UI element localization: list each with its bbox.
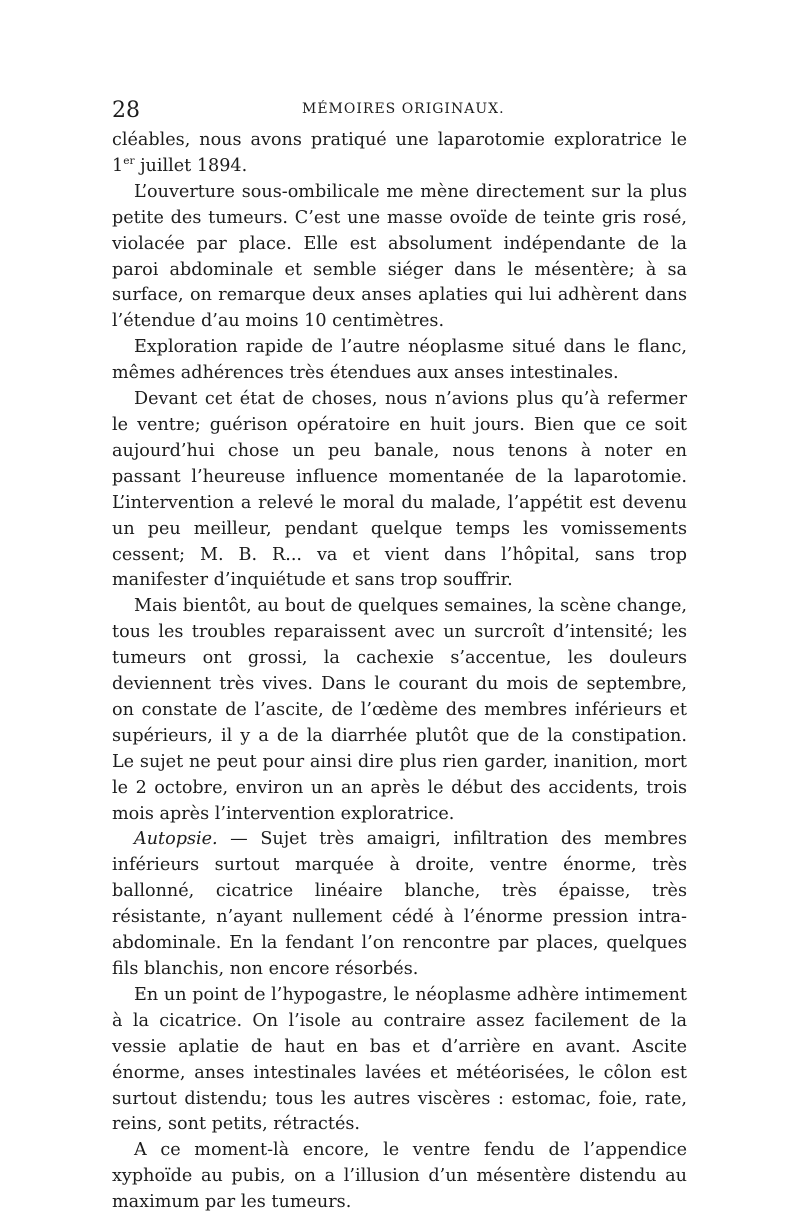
paragraph-4: Devant cet état de choses, nous n’avions plus qu’à refermer le ventre; guérison opératoire en huit jours. Bien que ce soit aujourd’hui chose un peu banale, nous tenons à noter en passant l’heureuse influence momentanée de la laparotomie. L’intervention a relevé le moral du malade, l’appétit est devenu un peu meilleur, pendant quelque temps les vomissements cessent; M. B. R... va et vient dans l’hôpital, sans trop manifester d’inquiétude et sans trop souffrir.: [112, 389, 687, 591]
paragraph-2: L’ouverture sous-ombilicale me mène directement sur la plus petite des tumeurs. C’est une masse ovoïde de teinte gris rosé, violacée par place. Elle est absolument indépendante de la paroi abdominale et semble siéger dans le mésentère; à sa surface, on remarque deux anses aplaties qui lui adhèrent dans l’étendue d’au moins 10 centimètres.: [112, 181, 687, 332]
paragraph-1: [112, 128, 687, 180]
page-number: 28: [112, 98, 140, 123]
autopsy-heading: Autopsie.: [134, 829, 218, 850]
paragraph-1-date: juillet 1894.: [134, 155, 248, 176]
page-header: [112, 98, 687, 122]
paragraph-6-text: — Sujet très amaigri, infiltration des membres inférieurs surtout marquée à droite, ventre énorme, très ballonné, cicatrice linéaire blanche, très épaisse, très résistante, n’ayant nullement cédé à l’énorme pression intra-abdominale. En la fendant l’on rencontre par places, quelques fils blanchis, non encore résorbés.: [112, 829, 687, 979]
body-text: [112, 128, 687, 1216]
paragraph-5: Mais bientôt, au bout de quelques semaines, la scène change, tous les troubles reparaissent avec un surcroît d’intensité; les tumeurs ont grossi, la cachexie s’accentue, les douleurs deviennent très vives. Dans le courant du mois de septembre, on constate de l’ascite, de l’œdème des membres inférieurs et supérieurs, il y a de la diarrhée plutôt que de la constipation. Le sujet ne peut pour ainsi dire plus rien garder, inanition, mort le 2 octobre, environ un an après le début des accidents, trois mois après l’intervention exploratrice.: [112, 596, 687, 824]
running-title: MÉMOIRES ORIGINAUX.: [302, 101, 505, 117]
paragraph-8: A ce moment-là encore, le ventre fendu de l’appendice xyphoïde au pubis, on a l’illusion d’un mésentère distendu au maximum par les tumeurs.: [112, 1140, 687, 1213]
paragraph-6: [112, 827, 687, 982]
ordinal-superscript: er: [123, 155, 135, 168]
paragraph-7: En un point de l’hypogastre, le néoplasme adhère intimement à la cicatrice. On l’isole au contraire assez facilement de la vessie aplatie de haut en bas et d’arrière en avant. Ascite énorme, anses intestinales lavées et météorisées, le côlon est surtout distendu; tous les autres viscères : estomac, foie, rate, reins, sont petits, rétractés.: [112, 984, 687, 1135]
paragraph-3: Exploration rapide de l’autre néoplasme situé dans le flanc, mêmes adhérences très étendues aux anses intestinales.: [112, 337, 687, 384]
paragraph-1-text: cléables, nous avons pratiqué une laparotomie exploratrice le 1: [112, 130, 687, 176]
